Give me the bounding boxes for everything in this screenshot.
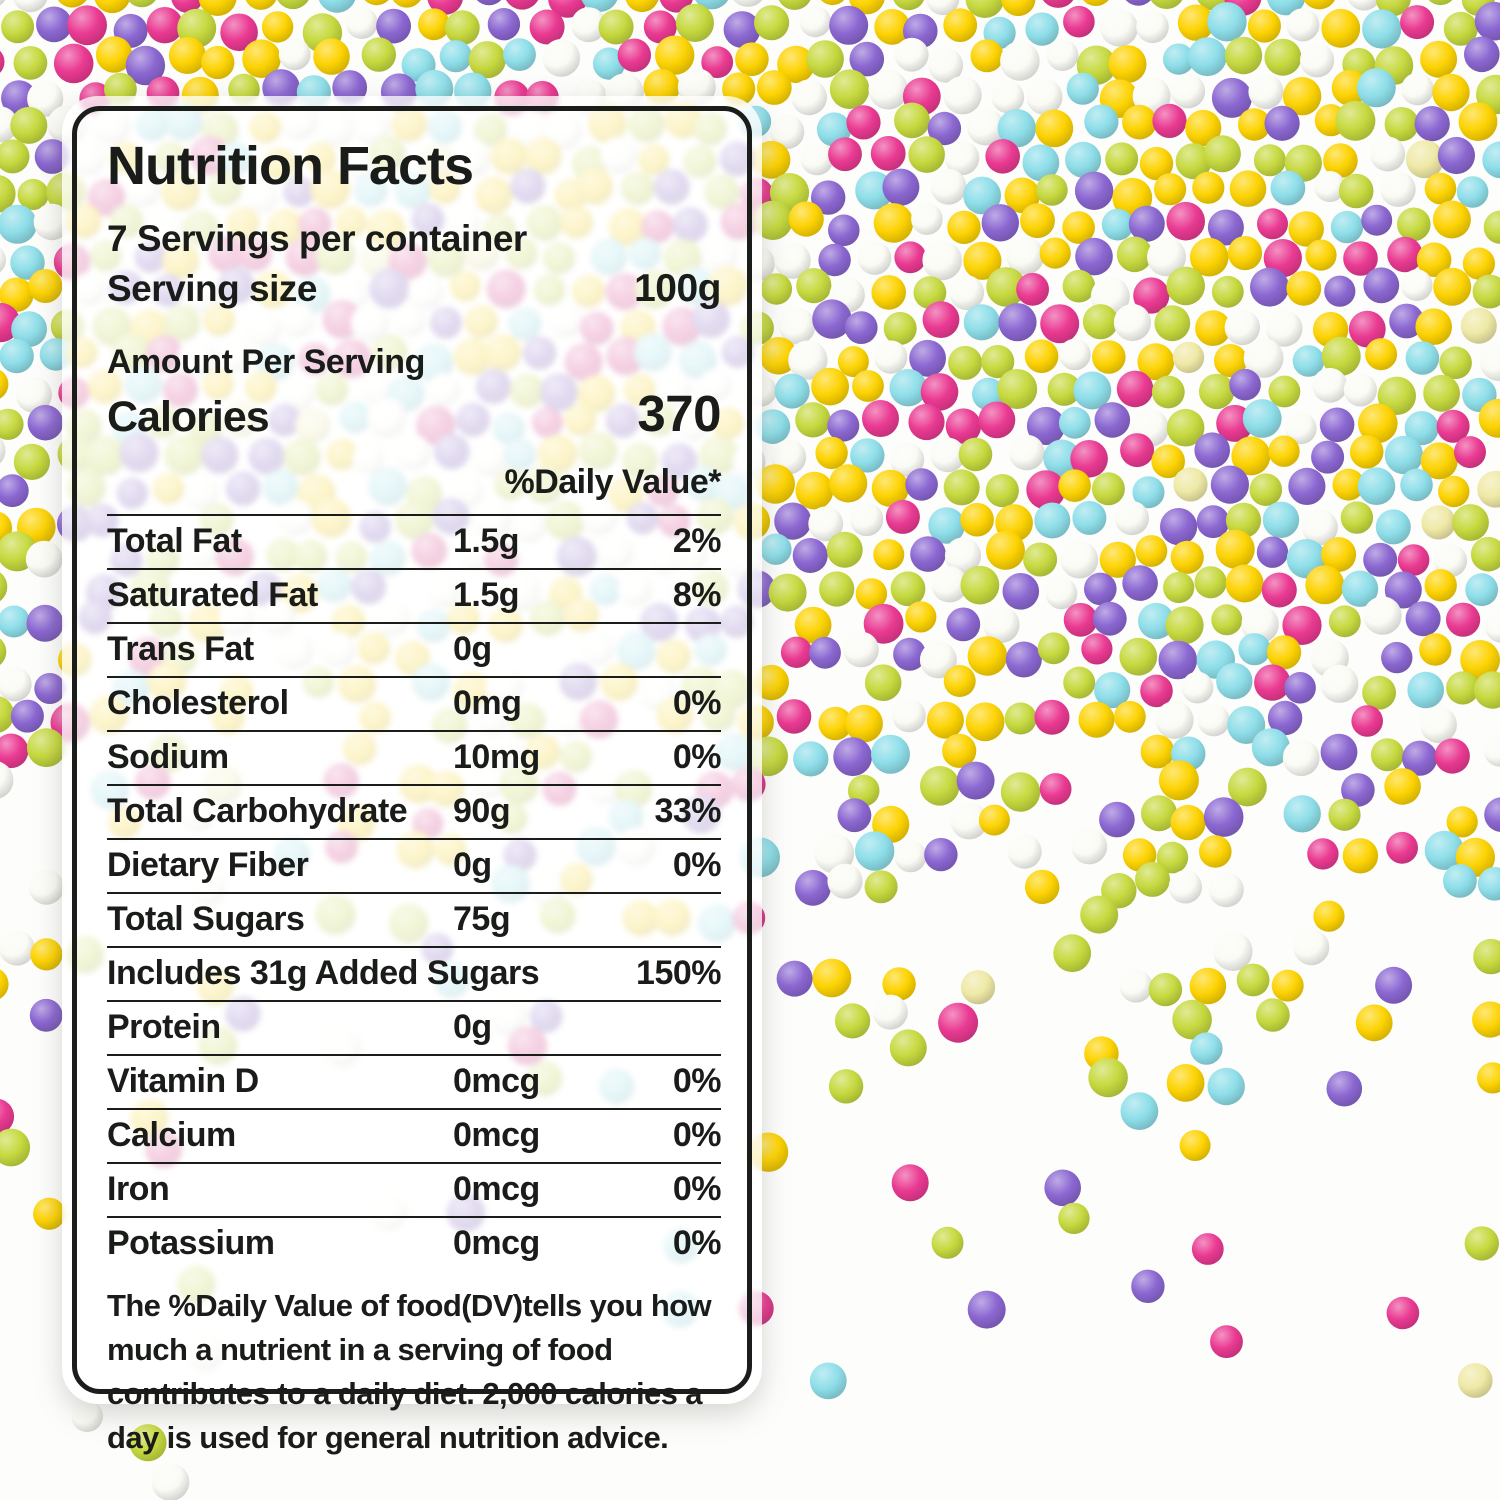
nutrient-amount: 0g [453, 845, 492, 884]
nutrient-row [107, 892, 721, 946]
nutrient-dv: 150% [636, 953, 721, 992]
nutrient-name: Trans Fat [107, 629, 254, 668]
calories-row [107, 384, 721, 443]
nutrient-row [107, 568, 721, 622]
nutrient-amount: 0mcg [453, 1223, 540, 1262]
nutrient-row [107, 1216, 721, 1270]
nutrient-name: Iron [107, 1169, 170, 1208]
nutrient-name: Potassium [107, 1223, 275, 1262]
nutrient-name: Total Carbohydrate [107, 791, 408, 830]
nutrient-dv: 0% [672, 1061, 721, 1100]
nutrient-amount: 75g [453, 899, 511, 938]
nutrient-rows [107, 514, 721, 1270]
nutrient-row [107, 622, 721, 676]
amount-per-serving: Amount Per Serving [107, 342, 425, 381]
nutrient-name: Total Sugars [107, 899, 305, 938]
nutrient-row [107, 514, 721, 568]
nutrient-dv: 0% [672, 1115, 721, 1154]
nutrient-name: Dietary Fiber [107, 845, 309, 884]
nutrient-dv: 0% [672, 845, 721, 884]
nutrient-amount: 0mcg [453, 1061, 540, 1100]
nutrient-row [107, 730, 721, 784]
nutrient-name: Saturated Fat [107, 575, 318, 614]
nutrient-dv: 0% [672, 1169, 721, 1208]
nutrient-name: Cholesterol [107, 683, 289, 722]
nutrient-amount: 10mg [453, 737, 540, 776]
nutrient-amount: 0mcg [453, 1169, 540, 1208]
serving-size-label: Serving size [107, 267, 317, 309]
nutrient-dv: 8% [672, 575, 721, 614]
calories-value: 370 [637, 384, 721, 442]
nutrient-amount: 1.5g [453, 575, 520, 614]
nutrient-amount: 90g [453, 791, 511, 830]
footnote: The %Daily Value of food(DV)tells you how much a nutrient in a serving of food contributes to a daily diet. 2,000 calories a day is used for general nutrition advice. [107, 1287, 712, 1456]
calories-label: Calories [107, 392, 269, 441]
nutrient-dv: 0% [672, 737, 721, 776]
nutrient-name: Total Fat [107, 521, 242, 560]
nutrient-row [107, 946, 721, 1000]
nutrient-amount: 0mcg [453, 1115, 540, 1154]
nutrient-dv: 2% [672, 521, 721, 560]
label-content [77, 111, 747, 1456]
nutrient-row [107, 676, 721, 730]
nutrient-amount: 0g [453, 1007, 492, 1046]
serving-size-value: 100g [634, 266, 721, 310]
nutrient-row [107, 1108, 721, 1162]
nutrient-dv: 0% [672, 1223, 721, 1262]
nutrition-facts-label [62, 96, 762, 1456]
nutrient-name: Includes 31g Added Sugars [107, 953, 540, 992]
nutrient-dv: 33% [654, 791, 721, 830]
servings-per-container: 7 Servings per container [107, 218, 527, 260]
nutrient-amount: 1.5g [453, 521, 520, 560]
nutrient-name: Vitamin D [107, 1061, 259, 1100]
daily-value-header: %Daily Value* [504, 462, 721, 501]
serving-size-row [107, 267, 721, 311]
nutrient-name: Sodium [107, 737, 229, 776]
nutrient-dv: 0% [672, 683, 721, 722]
nutrient-name: Calcium [107, 1115, 236, 1154]
nutrient-row [107, 1162, 721, 1216]
nutrient-amount: 0mg [453, 683, 522, 722]
nutrient-amount: 0g [453, 629, 492, 668]
nutrient-row [107, 784, 721, 838]
nutrient-row [107, 1000, 721, 1054]
nutrient-row [107, 838, 721, 892]
nutrient-name: Protein [107, 1007, 221, 1046]
nutrient-row [107, 1054, 721, 1108]
label-title: Nutrition Facts [107, 136, 474, 196]
